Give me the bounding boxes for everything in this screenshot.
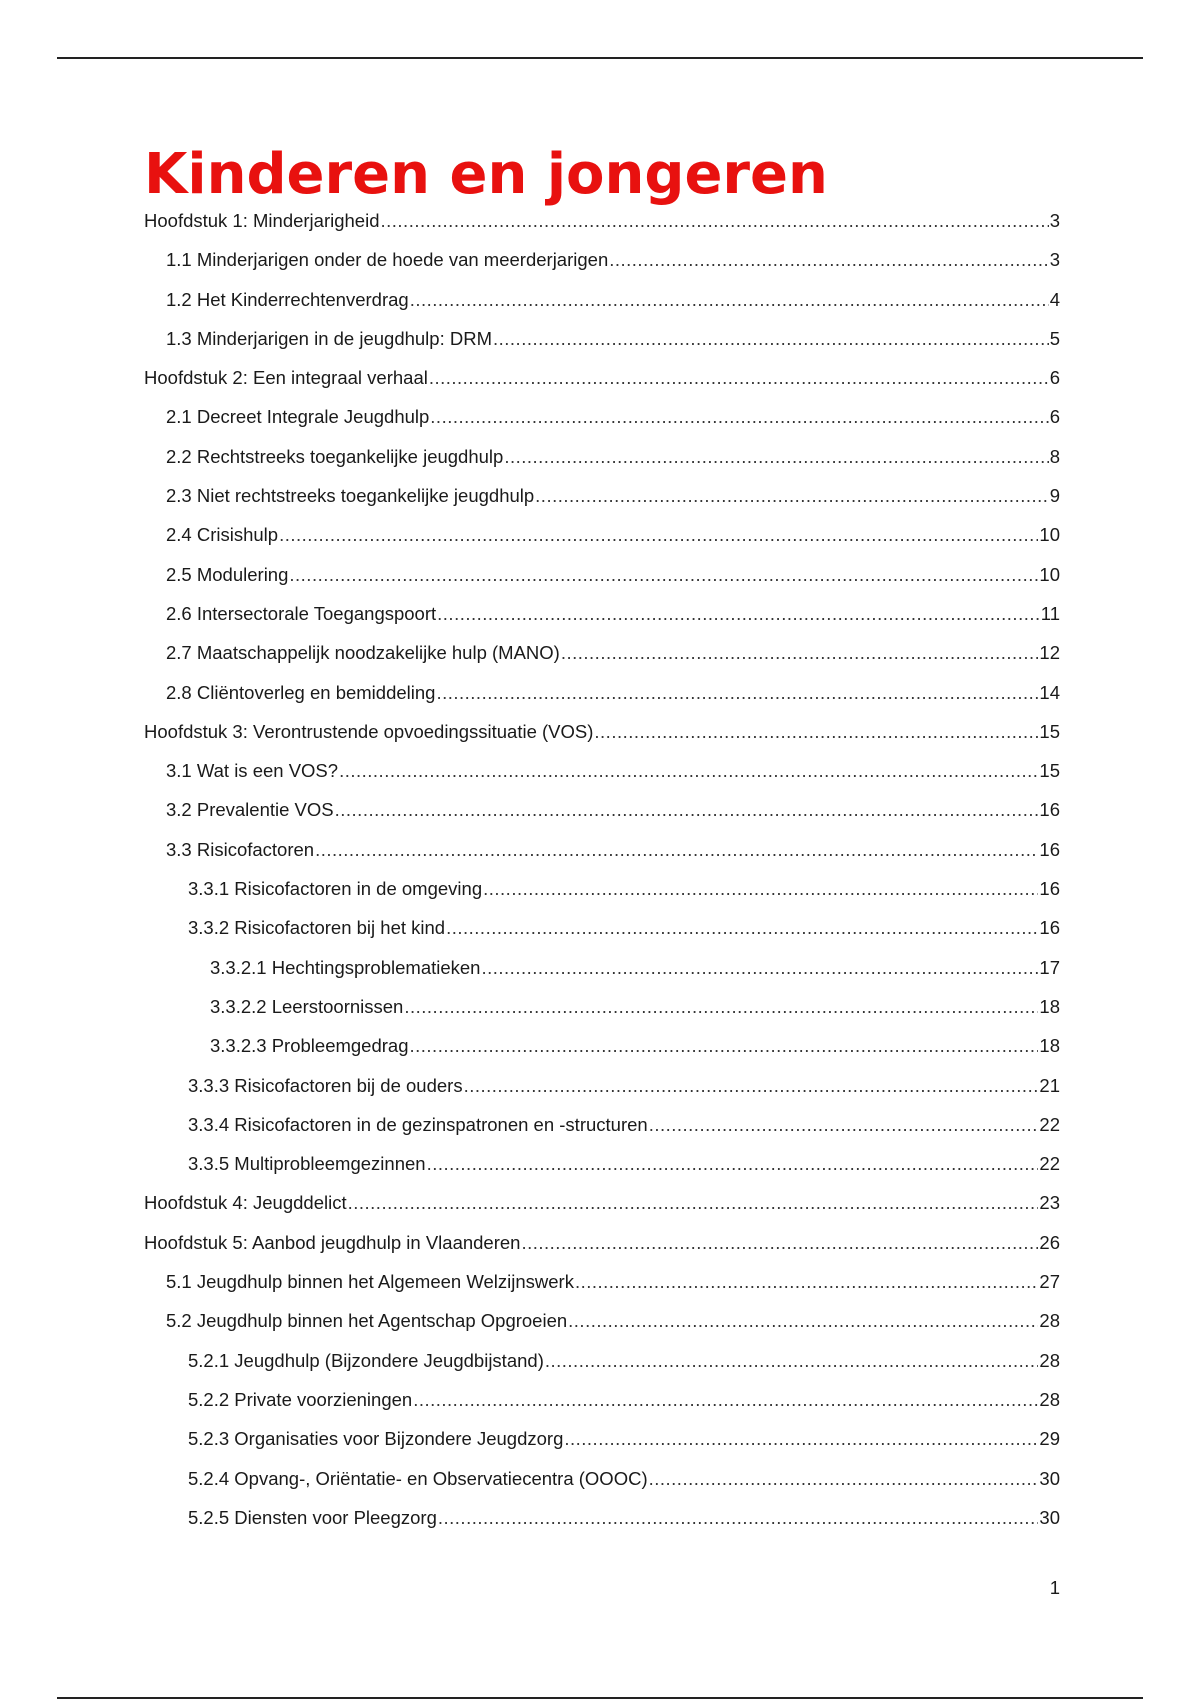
toc-entry-page: 11 <box>1040 602 1060 624</box>
toc-dot-leader <box>446 917 1038 939</box>
toc-entry-page: 12 <box>1039 642 1060 664</box>
toc-dot-leader <box>483 878 1038 900</box>
toc-entry-label: 3.2 Prevalentie VOS <box>166 799 334 821</box>
toc-dot-leader <box>561 642 1039 664</box>
toc-entry-label: 1.3 Minderjarigen in de jeugdhulp: DRM <box>166 327 492 349</box>
toc-dot-leader <box>568 1310 1038 1332</box>
toc-entry[interactable] <box>144 1428 1060 1467</box>
toc-dot-leader <box>410 1035 1039 1057</box>
toc-entry[interactable] <box>144 1035 1060 1074</box>
toc-entry-label: 5.2.2 Private voorzieningen <box>188 1388 413 1410</box>
toc-entry[interactable] <box>144 367 1060 406</box>
toc-entry[interactable] <box>144 682 1060 721</box>
toc-entry-page: 28 <box>1039 1349 1060 1371</box>
toc-entry-label: 2.5 Modulering <box>166 563 289 585</box>
toc-entry[interactable] <box>144 564 1060 603</box>
toc-entry-page: 22 <box>1039 1153 1060 1175</box>
toc-dot-leader <box>609 249 1048 271</box>
toc-entry[interactable] <box>144 760 1060 799</box>
toc-entry-page: 16 <box>1039 799 1060 821</box>
toc-entry-label: 2.3 Niet rechtstreeks toegankelijke jeugdhulp <box>166 485 535 507</box>
toc-dot-leader <box>649 1468 1039 1490</box>
toc-entry[interactable] <box>144 1075 1060 1114</box>
toc-dot-leader <box>339 760 1038 782</box>
toc-entry[interactable] <box>144 603 1060 642</box>
toc-entry[interactable] <box>144 1153 1060 1192</box>
toc-dot-leader <box>436 682 1038 704</box>
toc-entry-label: 3.3.5 Multiprobleemgezinnen <box>188 1153 426 1175</box>
toc-entry[interactable] <box>144 249 1060 288</box>
toc-dot-leader <box>521 1232 1038 1254</box>
toc-dot-leader <box>438 1507 1039 1529</box>
toc-entry-page: 30 <box>1039 1506 1060 1528</box>
toc-entry[interactable] <box>144 1232 1060 1271</box>
toc-dot-leader <box>545 1350 1039 1372</box>
toc-entry-label: 3.3.1 Risicofactoren in de omgeving <box>188 878 483 900</box>
toc-entry-label: 2.2 Rechtstreeks toegankelijke jeugdhulp <box>166 445 504 467</box>
toc-entry-label: Hoofdstuk 1: Minderjarigheid <box>144 210 380 231</box>
toc-entry-label: 3.3.2 Risicofactoren bij het kind <box>188 917 446 939</box>
toc-entry-page: 16 <box>1039 917 1060 939</box>
toc-entry-label: 3.1 Wat is een VOS? <box>166 760 339 782</box>
header-rule <box>57 57 1143 59</box>
toc-entry-page: 14 <box>1039 681 1060 703</box>
toc-entry[interactable] <box>144 446 1060 485</box>
toc-entry-page: 15 <box>1039 720 1060 742</box>
toc-entry-page: 28 <box>1039 1388 1060 1410</box>
toc-entry[interactable] <box>144 1389 1060 1428</box>
toc-entry[interactable] <box>144 839 1060 878</box>
toc-dot-leader <box>404 996 1038 1018</box>
toc-entry[interactable] <box>144 1350 1060 1389</box>
toc-entry[interactable] <box>144 1192 1060 1231</box>
table-of-contents <box>144 210 1060 1546</box>
toc-entry[interactable] <box>144 485 1060 524</box>
toc-entry-page: 21 <box>1039 1074 1060 1096</box>
toc-entry[interactable] <box>144 328 1060 367</box>
toc-entry[interactable] <box>144 878 1060 917</box>
toc-dot-leader <box>464 1075 1039 1097</box>
toc-dot-leader <box>504 446 1048 468</box>
toc-entry-label: 1.1 Minderjarigen onder de hoede van meerderjarigen <box>166 249 609 271</box>
toc-entry[interactable] <box>144 1114 1060 1153</box>
toc-entry[interactable] <box>144 524 1060 563</box>
toc-entry-page: 6 <box>1049 406 1060 428</box>
toc-entry-label: 5.2.1 Jeugdhulp (Bijzondere Jeugdbijstand) <box>188 1349 544 1371</box>
toc-entry-page: 8 <box>1049 445 1060 467</box>
toc-dot-leader <box>594 721 1038 743</box>
toc-dot-leader <box>289 564 1038 586</box>
toc-entry-page: 4 <box>1049 288 1060 310</box>
toc-dot-leader <box>413 1389 1038 1411</box>
document-title: Kinderen en jongeren <box>144 142 828 207</box>
toc-entry[interactable] <box>144 1468 1060 1507</box>
toc-dot-leader <box>427 1153 1039 1175</box>
toc-dot-leader <box>315 839 1038 861</box>
toc-entry[interactable] <box>144 642 1060 681</box>
toc-entry-page: 5 <box>1049 327 1060 349</box>
toc-entry-page: 15 <box>1039 760 1060 782</box>
toc-entry[interactable] <box>144 1271 1060 1310</box>
toc-entry-page: 16 <box>1039 838 1060 860</box>
toc-entry-label: Hoofdstuk 4: Jeugddelict <box>144 1192 347 1214</box>
toc-entry[interactable] <box>144 917 1060 956</box>
toc-entry-label: 5.2.4 Opvang-, Oriëntatie- en Observatiecentra (OOOC) <box>188 1467 648 1489</box>
toc-entry-page: 10 <box>1039 524 1060 546</box>
toc-entry-label: Hoofdstuk 5: Aanbod jeugdhulp in Vlaanderen <box>144 1231 521 1253</box>
toc-entry-page: 16 <box>1039 878 1060 900</box>
toc-dot-leader <box>279 524 1038 546</box>
toc-entry-page: 23 <box>1039 1192 1060 1214</box>
toc-entry[interactable] <box>144 996 1060 1035</box>
toc-entry-page: 18 <box>1039 995 1060 1017</box>
toc-entry-page: 29 <box>1039 1428 1060 1450</box>
toc-dot-leader <box>430 406 1048 428</box>
toc-entry-label: 3.3.2.2 Leerstoornissen <box>210 995 404 1017</box>
toc-entry-page: 28 <box>1039 1310 1060 1332</box>
toc-entry-label: 3.3.2.3 Probleemgedrag <box>210 1035 409 1057</box>
toc-entry-page: 18 <box>1039 1035 1060 1057</box>
toc-entry-label: 2.1 Decreet Integrale Jeugdhulp <box>166 406 430 428</box>
toc-entry-label: 1.2 Het Kinderrechtenverdrag <box>166 288 409 310</box>
toc-entry-label: 3.3.2.1 Hechtingsproblematieken <box>210 956 481 978</box>
toc-entry-page: 30 <box>1039 1467 1060 1489</box>
toc-entry-label: 2.8 Cliëntoverleg en bemiddeling <box>166 681 436 703</box>
toc-entry-label: 2.7 Maatschappelijk noodzakelijke hulp (MANO) <box>166 642 560 664</box>
toc-entry[interactable] <box>144 1507 1060 1546</box>
toc-entry-label: 3.3 Risicofactoren <box>166 838 315 860</box>
toc-dot-leader <box>493 328 1049 350</box>
toc-entry-label: 3.3.3 Risicofactoren bij de ouders <box>188 1074 463 1096</box>
page-number: 1 <box>1049 1577 1060 1598</box>
toc-entry-label: 2.4 Crisishulp <box>166 524 279 546</box>
toc-entry-label: 5.2 Jeugdhulp binnen het Agentschap Opgroeien <box>166 1310 568 1332</box>
toc-entry-label: 5.2.3 Organisaties voor Bijzondere Jeugdzorg <box>188 1428 564 1450</box>
toc-entry[interactable] <box>144 210 1060 249</box>
toc-dot-leader <box>348 1192 1039 1214</box>
toc-dot-leader <box>649 1114 1039 1136</box>
toc-dot-leader <box>335 799 1039 821</box>
toc-dot-leader <box>575 1271 1038 1293</box>
document-page <box>144 140 1060 1546</box>
toc-dot-leader <box>535 485 1049 507</box>
toc-entry-label: 2.6 Intersectorale Toegangspoort <box>166 602 437 624</box>
toc-dot-leader <box>564 1428 1038 1450</box>
toc-dot-leader <box>429 367 1049 389</box>
toc-entry-page: 3 <box>1049 249 1060 271</box>
toc-entry[interactable] <box>144 1310 1060 1349</box>
footer-rule <box>57 1697 1143 1699</box>
toc-entry[interactable] <box>144 957 1060 996</box>
toc-dot-leader <box>437 603 1040 625</box>
toc-entry-label: 5.2.5 Diensten voor Pleegzorg <box>188 1506 437 1528</box>
toc-entry-label: Hoofdstuk 2: Een integraal verhaal <box>144 367 428 389</box>
toc-entry[interactable] <box>144 721 1060 760</box>
toc-entry-page: 3 <box>1049 210 1060 231</box>
toc-entry-label: 3.3.4 Risicofactoren in de gezinspatronen en -structuren <box>188 1113 648 1135</box>
toc-dot-leader <box>381 210 1049 232</box>
toc-entry-page: 9 <box>1049 485 1060 507</box>
toc-entry-page: 22 <box>1039 1113 1060 1135</box>
toc-entry[interactable] <box>144 406 1060 445</box>
toc-entry[interactable] <box>144 289 1060 328</box>
toc-dot-leader <box>481 957 1038 979</box>
toc-dot-leader <box>410 289 1049 311</box>
toc-entry-page: 27 <box>1039 1271 1060 1293</box>
toc-entry-page: 26 <box>1039 1231 1060 1253</box>
toc-entry-page: 17 <box>1039 956 1060 978</box>
toc-entry[interactable] <box>144 799 1060 838</box>
toc-entry-page: 10 <box>1039 563 1060 585</box>
toc-entry-label: Hoofdstuk 3: Verontrustende opvoedingssituatie (VOS) <box>144 720 594 742</box>
toc-entry-page: 6 <box>1049 367 1060 389</box>
toc-entry-label: 5.1 Jeugdhulp binnen het Algemeen Welzijnswerk <box>166 1271 574 1293</box>
